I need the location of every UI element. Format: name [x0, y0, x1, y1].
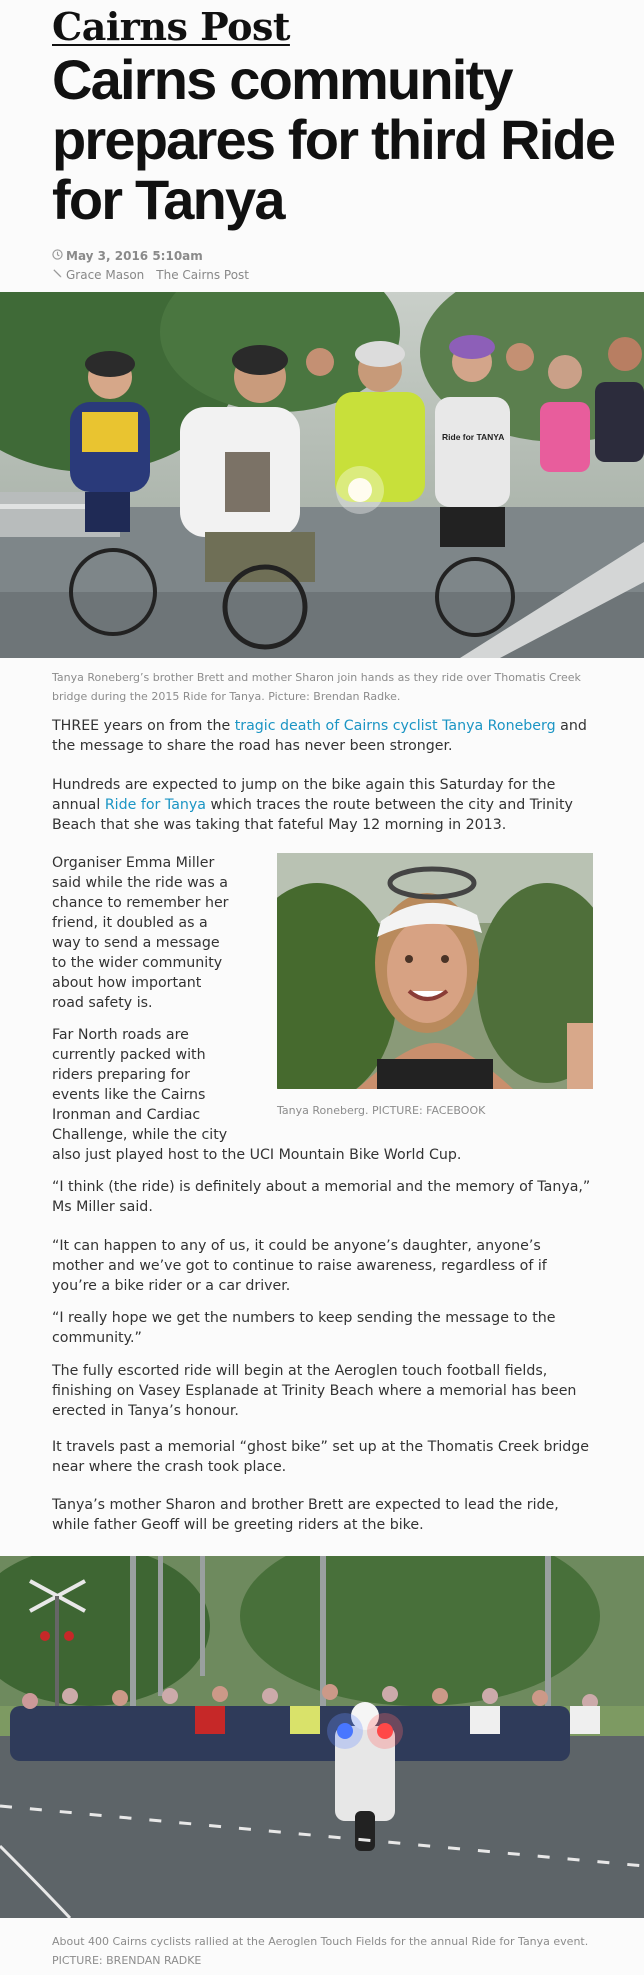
pen-icon [52, 268, 66, 282]
tragic-death-link[interactable]: tragic death of Cairns cyclist Tanya Roneberg [234, 718, 556, 734]
paragraph-6: “It can happen to any of us, it could be anyone’s daughter, anyone’s mother and we’ve got to continue to raise awareness, regardless of if you’re a bike rider or a car driver. [52, 1238, 547, 1294]
paragraph-7: “I really hope we get the numbers to keep sending the message to the community.” [52, 1310, 556, 1346]
article-meta [52, 246, 249, 284]
clock-icon [52, 249, 66, 263]
paragraph-5: “I think (the ride) is definitely about a memorial and the memory of Tanya,” Ms Miller said. [52, 1179, 591, 1215]
publish-date: May 3, 2016 5:10am [66, 248, 203, 263]
headline: Cairns community prepares for third Ride for Tanya [52, 48, 615, 231]
paragraph-9: It travels past a memorial “ghost bike” set up at the Thomatis Creek bridge near where the crash took place. [52, 1439, 590, 1475]
author-link[interactable]: Grace Mason [66, 267, 145, 282]
shirt-print: Ride for TANYA [442, 432, 505, 442]
paragraph-2: Hundreds are expected to jump on the bike again this Saturday for the annual Ride for Tanya which traces the route between the city and Trinity Beach that she was taking that fateful May 12 morning in 2013. [52, 777, 573, 833]
tanya-portrait-photo [277, 853, 593, 1089]
paragraph-8: The fully escorted ride will begin at the Aeroglen touch football fields, finishing on Vasey Esplanade at Trinity Beach where a memorial has been erected in Tanya’s honour. [52, 1363, 577, 1419]
paragraph-10: Tanya’s mother Sharon and brother Brett are expected to lead the ride, while father Geoff will be greeting riders at the bike. [52, 1497, 559, 1533]
paragraph-1: THREE years on from the tragic death of Cairns cyclist Tanya Roneberg and the message to share the road has never been stronger. [52, 718, 587, 754]
paragraph-4: Far North roads are currently packed with riders preparing for events like the Cairns Ironman and Cardiac Challenge, while the city also just played host to the UCI Mountain Bike World Cup. [52, 1027, 462, 1163]
hero-photo [0, 292, 644, 658]
peloton-photo [0, 1556, 644, 1918]
hero-caption: Tanya Roneberg’s brother Brett and mother Sharon join hands as they ride over Thomatis Creek bridge during the 2015 Ride for Tanya. Picture: Brendan Radke. [52, 671, 581, 703]
portrait-caption: Tanya Roneberg. PICTURE: FACEBOOK [277, 1104, 486, 1117]
masthead[interactable]: Cairns Post [52, 4, 290, 49]
ride-for-tanya-link[interactable]: Ride for Tanya [104, 797, 206, 813]
peloton-caption: About 400 Cairns cyclists rallied at the Aeroglen Touch Fields for the annual Ride for Tanya event. PICTURE: BRENDAN RADKE [52, 1935, 589, 1967]
publication-name[interactable]: The Cairns Post [156, 267, 249, 282]
paragraph-3: Organiser Emma Miller said while the ride was a chance to remember her friend, it doubled as a way to send a message to the wider community about how important road safety is. [52, 855, 229, 1011]
